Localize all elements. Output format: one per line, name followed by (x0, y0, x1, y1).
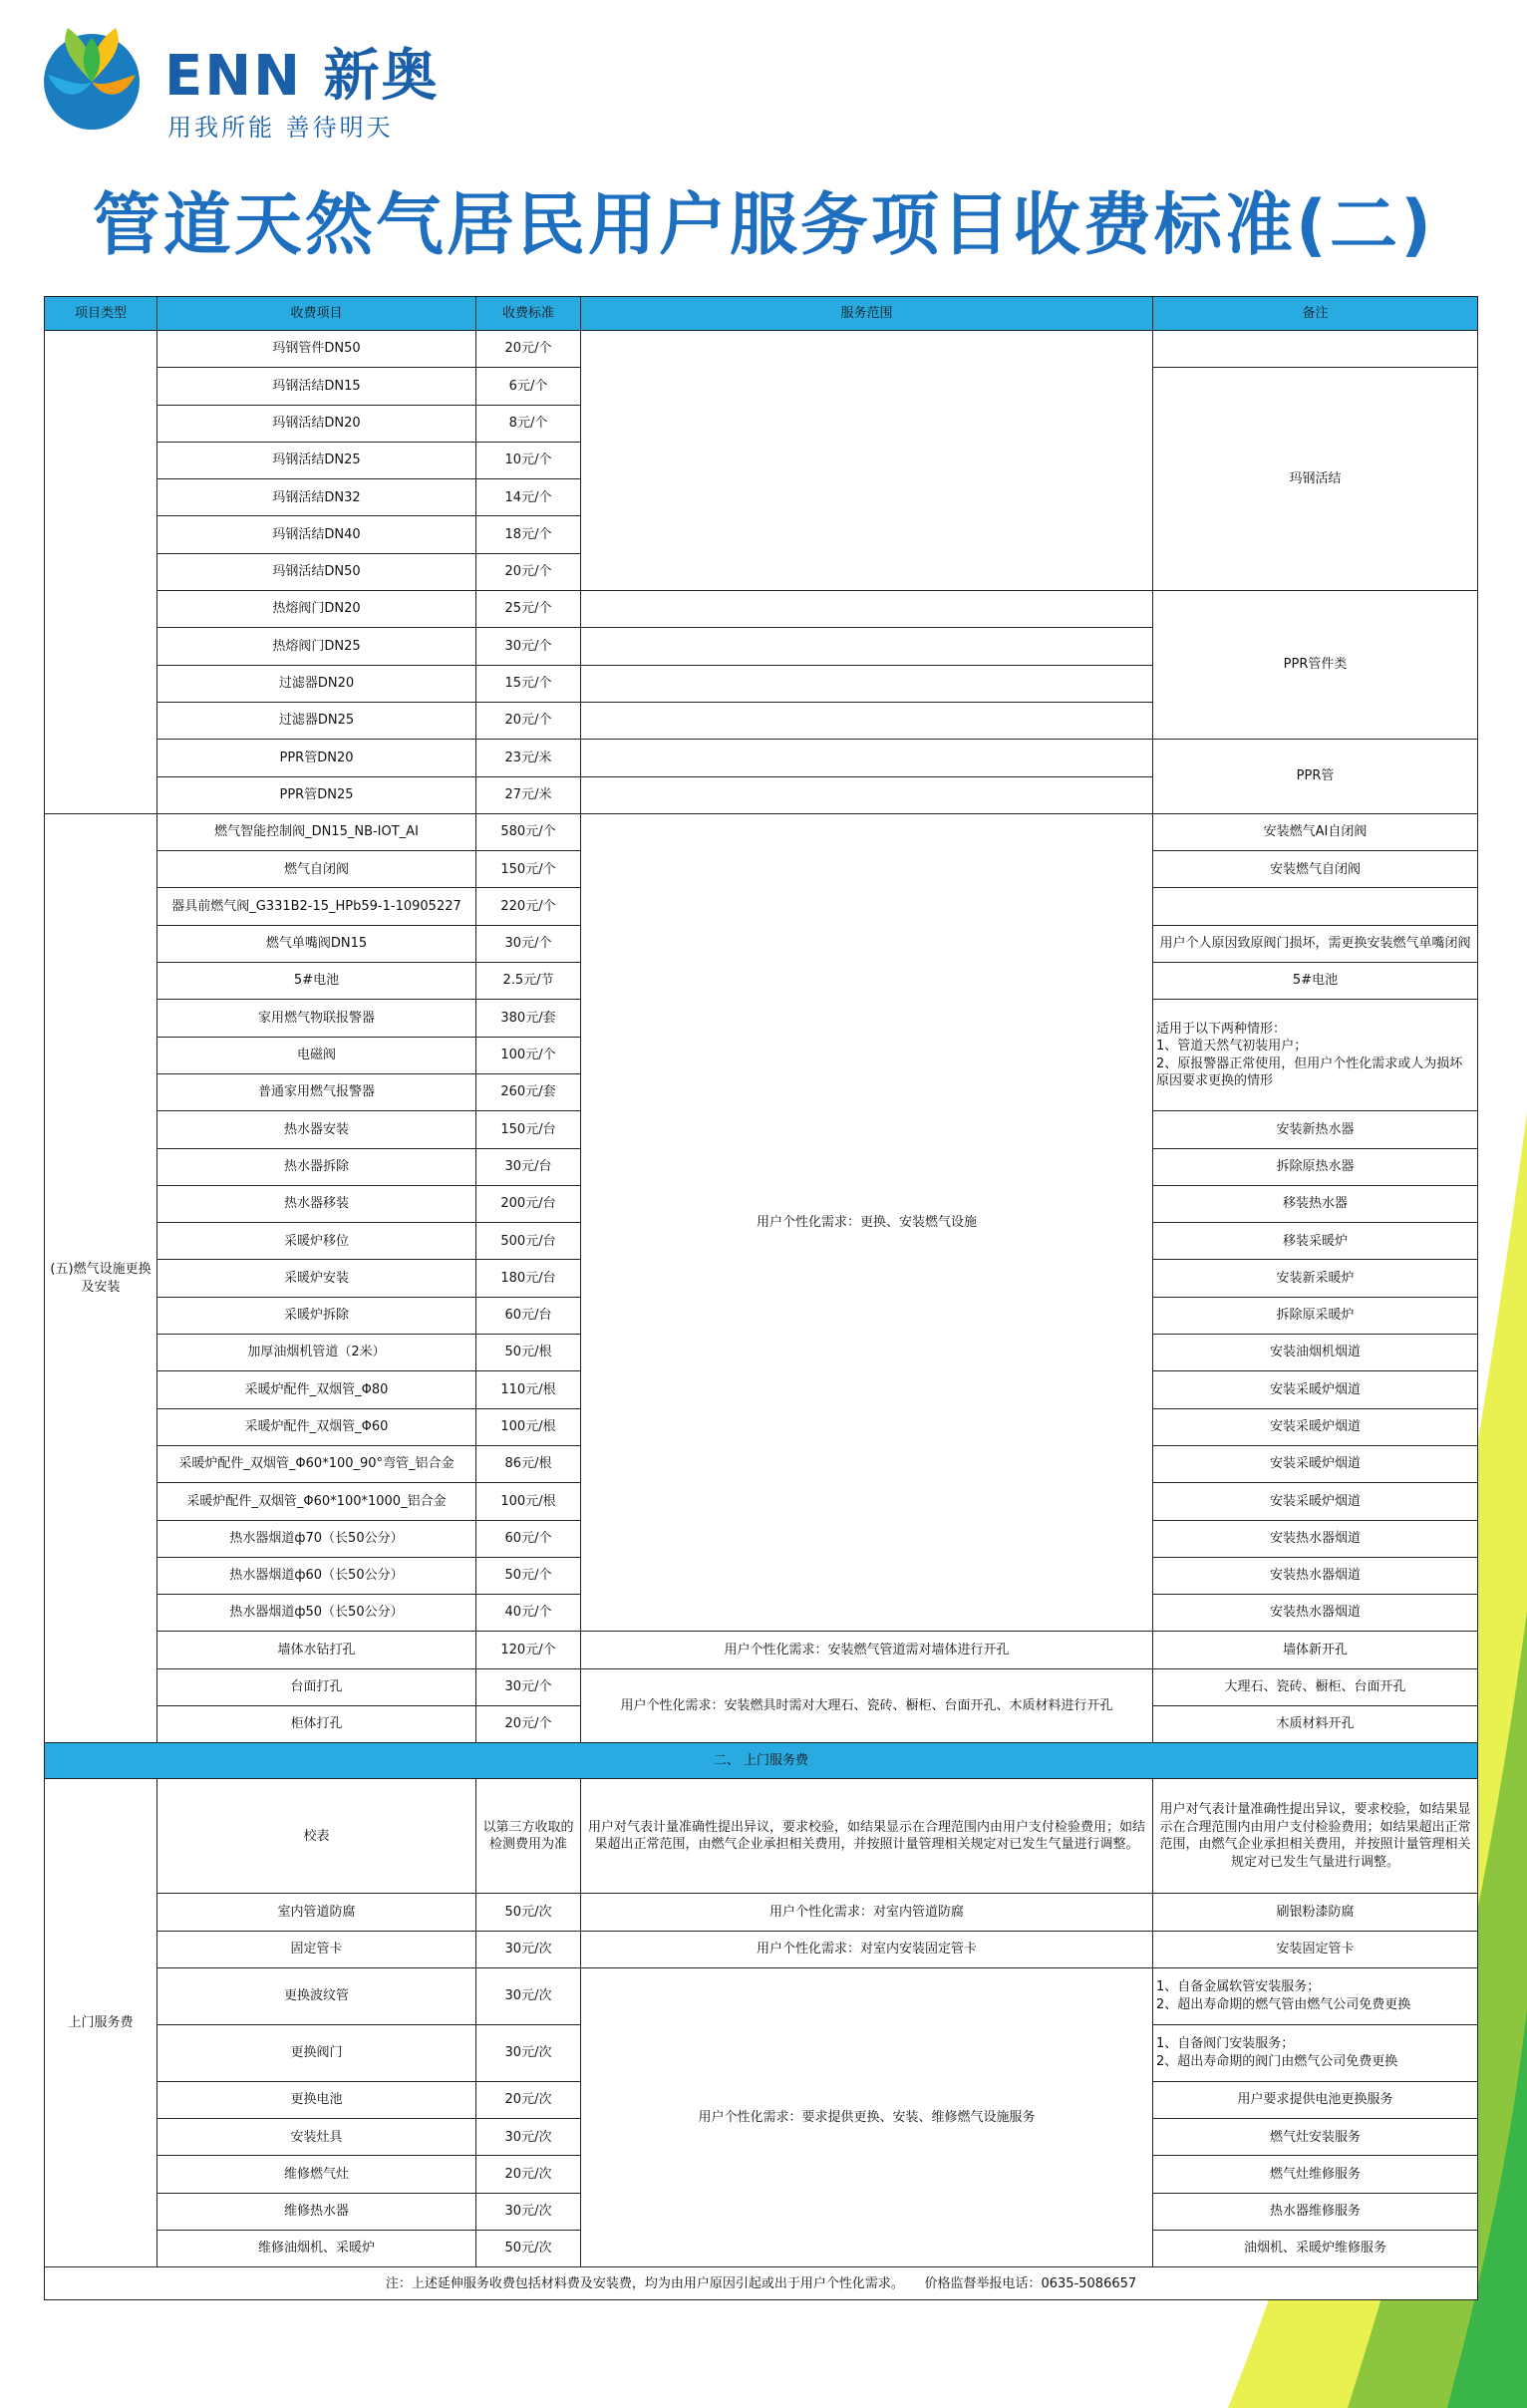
enn-logo-icon (40, 20, 150, 130)
scope-cell (581, 776, 1153, 813)
note-cell: PPR管件类 (1153, 591, 1478, 740)
footer-row (45, 2267, 1478, 2300)
price-cell: 50元/次 (476, 1894, 581, 1931)
price-cell: 580元/个 (476, 813, 581, 850)
item-cell: 热水器烟道ф60（长50公分） (157, 1557, 476, 1594)
price-cell: 30元/个 (476, 925, 581, 962)
item-cell: 热熔阀门DN20 (157, 591, 476, 628)
note-cell: 安装新采暖炉 (1153, 1260, 1478, 1297)
brand-logo (40, 20, 458, 150)
item-cell: 更换阀门 (157, 2024, 476, 2081)
price-cell: 30元/个 (476, 1668, 581, 1705)
note-cell: 5#电池 (1153, 963, 1478, 1000)
note-cell: 安装油烟机烟道 (1153, 1335, 1478, 1371)
type-cell-replacement: (五)燃气设施更换及安装 (45, 813, 157, 1742)
table-row (45, 1894, 1478, 1931)
note-cell: 安装采暖炉烟道 (1153, 1445, 1478, 1482)
item-cell: 维修燃气灶 (157, 2156, 476, 2193)
note-cell: 油烟机、采暖炉维修服务 (1153, 2231, 1478, 2267)
item-cell: 燃气单嘴阀DN15 (157, 925, 476, 962)
table-row (45, 1931, 1478, 1967)
note-cell: 1、自备金属软管安装服务； 2、超出寿命期的燃气管由燃气公司免费更换 (1153, 1967, 1478, 2024)
table-row (45, 813, 1478, 850)
item-cell: 维修热水器 (157, 2193, 476, 2230)
note-cell: 热水器维修服务 (1153, 2193, 1478, 2230)
item-cell: PPR管DN25 (157, 776, 476, 813)
item-cell: 过滤器DN25 (157, 702, 476, 739)
item-cell: 玛钢活结DN50 (157, 553, 476, 590)
item-cell: 热水器安装 (157, 1111, 476, 1148)
price-cell: 20元/个 (476, 331, 581, 368)
note-cell (1153, 331, 1478, 368)
price-cell: 60元/台 (476, 1297, 581, 1334)
note-cell: 用户要求提供电池更换服务 (1153, 2081, 1478, 2118)
note-cell: 安装热水器烟道 (1153, 1520, 1478, 1557)
price-cell: 23元/米 (476, 740, 581, 776)
price-cell: 50元/根 (476, 1335, 581, 1371)
note-cell: 用户个人原因致原阀门损坏，需更换安装燃气单嘴闭阀 (1153, 925, 1478, 962)
note-cell: 安装新热水器 (1153, 1111, 1478, 1148)
price-cell: 15元/个 (476, 665, 581, 702)
item-cell: 采暖炉拆除 (157, 1297, 476, 1334)
brand-name: ENN 新奥 (164, 44, 440, 109)
item-cell: 玛钢管件DN50 (157, 331, 476, 368)
price-cell: 25元/个 (476, 591, 581, 628)
note-cell: 安装采暖炉烟道 (1153, 1483, 1478, 1520)
brand-slogan: 用我所能 善待明天 (167, 114, 394, 142)
price-cell: 100元/个 (476, 1037, 581, 1073)
header-item: 收费项目 (157, 297, 476, 331)
price-cell: 10元/个 (476, 442, 581, 478)
price-cell: 86元/根 (476, 1445, 581, 1482)
scope-cell (581, 702, 1153, 739)
item-cell: 过滤器DN20 (157, 665, 476, 702)
item-cell: 墙体水钻打孔 (157, 1632, 476, 1668)
item-cell: 热水器烟道ф70（长50公分） (157, 1520, 476, 1557)
note-cell: 木质材料开孔 (1153, 1705, 1478, 1742)
price-cell: 30元/次 (476, 1967, 581, 2024)
table-row (45, 1668, 1478, 1705)
item-cell: 维修油烟机、采暖炉 (157, 2231, 476, 2267)
note-cell: 安装热水器烟道 (1153, 1557, 1478, 1594)
price-cell: 40元/个 (476, 1595, 581, 1632)
item-cell: 玛钢活结DN20 (157, 405, 476, 442)
note-cell: PPR管 (1153, 740, 1478, 814)
item-cell: 室内管道防腐 (157, 1894, 476, 1931)
scope-cell (581, 740, 1153, 776)
section-header-row (45, 1743, 1478, 1779)
note-cell: 移装热水器 (1153, 1185, 1478, 1222)
note-cell: 燃气灶安装服务 (1153, 2119, 1478, 2156)
item-cell: 燃气自闭阀 (157, 851, 476, 888)
table-row (45, 331, 1478, 368)
scope-cell: 用户个性化需求：对室内管道防腐 (581, 1894, 1153, 1931)
price-cell: 20元/次 (476, 2156, 581, 2193)
note-cell: 玛钢活结 (1153, 368, 1478, 591)
price-cell: 30元/次 (476, 2024, 581, 2081)
scope-cell: 用户对气表计量准确性提出异议，要求校验，如结果显示在合理范围内由用户支付检验费用；如结果超出正常范围，由燃气企业承担相关费用，并按照计量管理相关规定对已发生气量进行调整。 (581, 1779, 1153, 1894)
price-cell: 220元/个 (476, 888, 581, 925)
item-cell: 采暖炉配件_双烟管_Φ60*100*1000_铝合金 (157, 1483, 476, 1520)
price-cell: 8元/个 (476, 405, 581, 442)
table-row (45, 1967, 1478, 2024)
note-cell: 1、自备阀门安装服务； 2、超出寿命期的阀门由燃气公司免费更换 (1153, 2024, 1478, 2081)
note-cell: 墙体新开孔 (1153, 1632, 1478, 1668)
price-cell: 20元/个 (476, 702, 581, 739)
price-cell: 30元/次 (476, 1931, 581, 1967)
note-cell: 刷银粉漆防腐 (1153, 1894, 1478, 1931)
note-cell: 燃气灶维修服务 (1153, 2156, 1478, 2193)
price-cell: 110元/根 (476, 1371, 581, 1408)
note-cell (1153, 888, 1478, 925)
table-row (45, 591, 1478, 628)
price-cell: 20元/个 (476, 553, 581, 590)
table-row (45, 1632, 1478, 1668)
page-title: 管道天然气居民用户服务项目收费标准(二) (92, 186, 1435, 265)
scope-cell: 用户个性化需求：安装燃气管道需对墙体进行开孔 (581, 1632, 1153, 1668)
item-cell: 更换电池 (157, 2081, 476, 2118)
price-cell: 150元/个 (476, 851, 581, 888)
item-cell: 采暖炉配件_双烟管_Φ60 (157, 1408, 476, 1445)
item-cell: 加厚油烟机管道（2米） (157, 1335, 476, 1371)
price-cell: 60元/个 (476, 1520, 581, 1557)
table-header-row (45, 297, 1478, 331)
note-cell: 安装固定管卡 (1153, 1931, 1478, 1967)
note-cell-alarm: 适用于以下两种情形： 1、管道天然气初装用户； 2、原报警器正常使用，但用户个性化需求或人为损坏原因要求更换的情形 (1153, 1000, 1478, 1111)
note-cell: 安装采暖炉烟道 (1153, 1408, 1478, 1445)
item-cell: PPR管DN20 (157, 740, 476, 776)
price-cell: 14元/个 (476, 479, 581, 516)
header-note: 备注 (1153, 297, 1478, 331)
footer-note: 注：上述延伸服务收费包括材料费及安装费，均为由用户原因引起或出于用户个性化需求。 价格监督举报电话：0635-5086657 (45, 2267, 1478, 2300)
price-cell: 200元/台 (476, 1185, 581, 1222)
item-cell: 更换波纹管 (157, 1967, 476, 2024)
price-cell: 20元/个 (476, 1705, 581, 1742)
price-cell: 150元/台 (476, 1111, 581, 1148)
price-cell: 30元/次 (476, 2119, 581, 2156)
price-cell: 380元/套 (476, 1000, 581, 1037)
note-cell: 安装燃气AI自闭阀 (1153, 813, 1478, 850)
item-cell: 安装灶具 (157, 2119, 476, 2156)
item-cell: 固定管卡 (157, 1931, 476, 1967)
item-cell: 采暖炉配件_双烟管_Φ60*100_90°弯管_铝合金 (157, 1445, 476, 1482)
fee-table (44, 296, 1478, 2300)
scope-cell (581, 628, 1153, 665)
item-cell: 家用燃气物联报警器 (157, 1000, 476, 1037)
scope-cell: 用户个性化需求：更换、安装燃气设施 (581, 813, 1153, 1632)
header-scope: 服务范围 (581, 297, 1153, 331)
item-cell: 校表 (157, 1779, 476, 1894)
scope-cell (581, 591, 1153, 628)
type-cell-fittings (45, 331, 157, 814)
note-cell: 大理石、瓷砖、橱柜、台面开孔 (1153, 1668, 1478, 1705)
price-cell: 6元/个 (476, 368, 581, 405)
table-row (45, 740, 1478, 776)
price-cell: 100元/根 (476, 1483, 581, 1520)
item-cell: 热水器移装 (157, 1185, 476, 1222)
item-cell: 玛钢活结DN32 (157, 479, 476, 516)
item-cell: 5#电池 (157, 963, 476, 1000)
price-cell: 27元/米 (476, 776, 581, 813)
item-cell: 燃气智能控制阀_DN15_NB-IOT_AI (157, 813, 476, 850)
scope-cell: 用户个性化需求：要求提供更换、安装、维修燃气设施服务 (581, 1967, 1153, 2266)
scope-cell (581, 665, 1153, 702)
price-cell: 18元/个 (476, 516, 581, 553)
item-cell: 采暖炉移位 (157, 1223, 476, 1260)
item-cell: 器具前燃气阀_G331B2-15_HPb59-1-10905227 (157, 888, 476, 925)
item-cell: 采暖炉配件_双烟管_Φ80 (157, 1371, 476, 1408)
price-cell: 260元/套 (476, 1073, 581, 1110)
price-cell: 180元/台 (476, 1260, 581, 1297)
note-cell: 用户对气表计量准确性提出异议，要求校验，如结果显示在合理范围内由用户支付检验费用；如结果超出正常范围，由燃气企业承担相关费用，并按照计量管理相关规定对已发生气量进行调整。 (1153, 1779, 1478, 1894)
note-cell: 移装采暖炉 (1153, 1223, 1478, 1260)
price-cell: 50元/个 (476, 1557, 581, 1594)
price-cell: 500元/台 (476, 1223, 581, 1260)
price-cell: 2.5元/节 (476, 963, 581, 1000)
price-cell: 30元/个 (476, 628, 581, 665)
note-cell: 安装采暖炉烟道 (1153, 1371, 1478, 1408)
item-cell: 采暖炉安装 (157, 1260, 476, 1297)
table-row (45, 1779, 1478, 1894)
item-cell: 玛钢活结DN25 (157, 442, 476, 478)
item-cell: 电磁阀 (157, 1037, 476, 1073)
item-cell: 柜体打孔 (157, 1705, 476, 1742)
scope-cell: 用户个性化需求：安装燃具时需对大理石、瓷砖、橱柜、台面开孔、木质材料进行开孔 (581, 1668, 1153, 1743)
header-price: 收费标准 (476, 297, 581, 331)
type-cell-onsite: 上门服务费 (45, 1779, 157, 2267)
item-cell: 普通家用燃气报警器 (157, 1073, 476, 1110)
scope-cell: 用户个性化需求：对室内安装固定管卡 (581, 1931, 1153, 1967)
price-cell: 以第三方收取的检测费用为准 (476, 1779, 581, 1894)
price-cell: 30元/台 (476, 1148, 581, 1185)
note-cell: 拆除原采暖炉 (1153, 1297, 1478, 1334)
price-cell: 100元/根 (476, 1408, 581, 1445)
header-type: 项目类型 (45, 297, 157, 331)
section-title: 二、 上门服务费 (45, 1743, 1478, 1779)
price-cell: 20元/次 (476, 2081, 581, 2118)
item-cell: 热水器拆除 (157, 1148, 476, 1185)
price-cell: 120元/个 (476, 1632, 581, 1668)
note-cell: 拆除原热水器 (1153, 1148, 1478, 1185)
item-cell: 热水器烟道ф50（长50公分） (157, 1595, 476, 1632)
item-cell: 台面打孔 (157, 1668, 476, 1705)
note-cell: 安装燃气自闭阀 (1153, 851, 1478, 888)
item-cell: 玛钢活结DN40 (157, 516, 476, 553)
scope-cell (581, 331, 1153, 591)
note-cell: 安装热水器烟道 (1153, 1595, 1478, 1632)
price-cell: 30元/次 (476, 2193, 581, 2230)
price-cell: 50元/次 (476, 2231, 581, 2267)
item-cell: 热熔阀门DN25 (157, 628, 476, 665)
item-cell: 玛钢活结DN15 (157, 368, 476, 405)
